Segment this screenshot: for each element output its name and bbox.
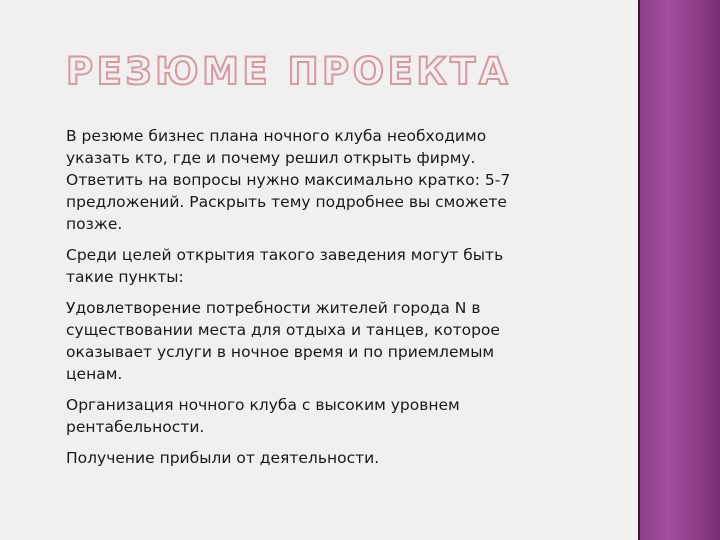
slide-title: РЕЗЮМЕ ПРОЕКТА [66,50,512,93]
body-paragraph: Среди целей открытия такого заведения могут быть такие пункты: [66,246,504,286]
body-paragraph: Получение прибыли от деятельности. [66,449,380,467]
body-paragraph: Организация ночного клуба с высоким уровнем рентабельности. [66,396,460,436]
body-paragraph: В резюме бизнес плана ночного клуба необходимо указать кто, где и почему решил открыть фирму. Ответить на вопросы нужно максимально кратко: 5-7 предложений. Раскрыть тему подробнее вы сможете позже. [66,127,511,233]
body-paragraph: Удовлетворение потребности жителей города N в существовании места для отдыха и танцев, которое оказывает услуги в ночное время и по приемлемым ценам. [66,299,500,383]
decorative-side-panel [640,0,720,540]
slide-body [66,125,536,478]
